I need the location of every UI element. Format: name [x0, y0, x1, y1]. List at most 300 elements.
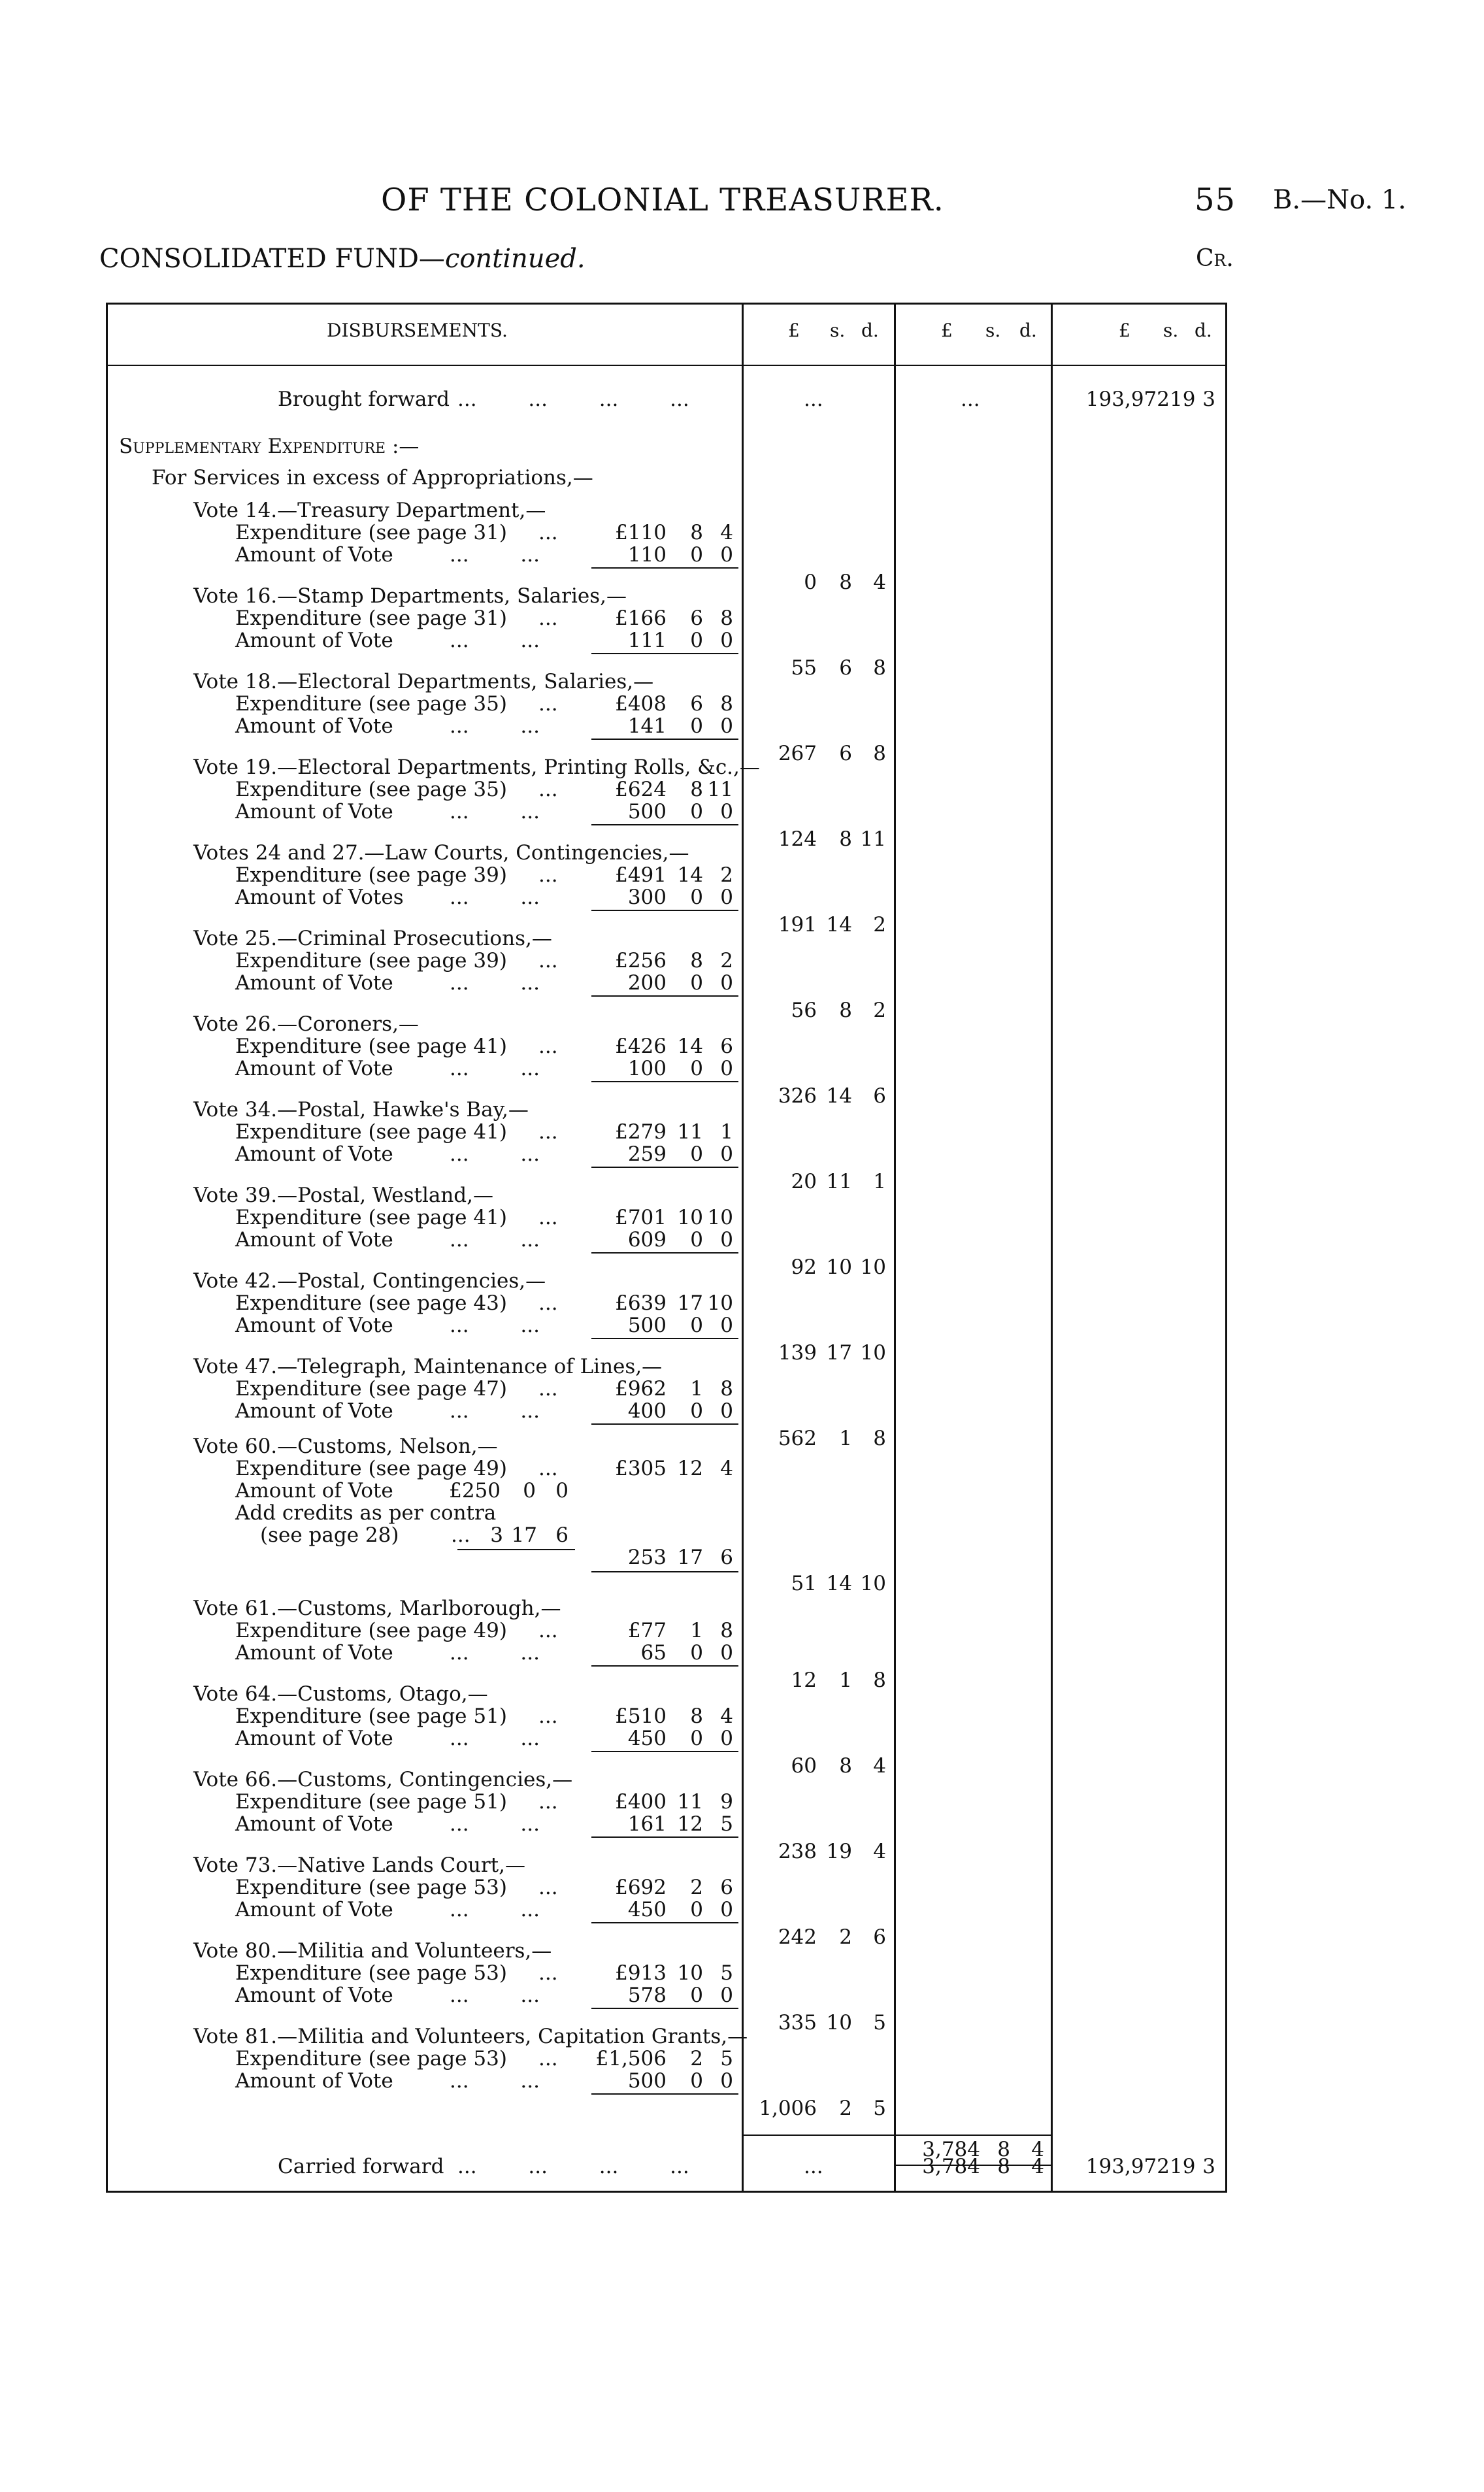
vote-title: Votes 24 and 27.—Law Courts, Contingencies,—: [193, 841, 689, 865]
col1-ellipsis: ...: [804, 2155, 823, 2178]
expenditure-pounds: £913: [615, 1961, 667, 1985]
excess-shillings: 8: [839, 571, 852, 594]
excess-shillings: 8: [839, 999, 852, 1022]
vote-amount-shillings: 0: [690, 1228, 703, 1252]
table-bottom-rule: [106, 2191, 1227, 2193]
expenditure-label: Expenditure (see page 49): [235, 1619, 507, 1642]
vote-amount-pence: 0: [720, 1228, 733, 1252]
vote-subtotal-rule: [591, 1836, 738, 1838]
col2-ellipsis: ...: [961, 388, 980, 411]
excess-pounds: 55: [791, 656, 817, 680]
carried-forward-col3-pence: 3: [1202, 2155, 1215, 2178]
vote-amount-pounds: 141: [627, 714, 667, 738]
leader-dots: ... ...: [450, 629, 540, 652]
vote-amount-label: Amount of Vote: [235, 543, 393, 567]
vote-subtotal-rule: [591, 995, 738, 997]
excess-shillings: 1: [839, 1669, 852, 1692]
excess-pounds: 562: [778, 1427, 817, 1450]
expenditure-label: Expenditure (see page 53): [235, 1876, 507, 1899]
vote-title: Vote 19.—Electoral Departments, Printing Rolls, &c.,—: [193, 756, 760, 779]
excess-pence: 2: [873, 913, 886, 937]
vote-title: Vote 34.—Postal, Hawke's Bay,—: [193, 1098, 529, 1121]
excess-shillings: 19: [826, 1840, 852, 1863]
vote-amount-pence: 0: [720, 971, 733, 995]
vote-title: Vote 61.—Customs, Marlborough,—: [193, 1597, 561, 1620]
expenditure-pence: 4: [720, 1457, 733, 1480]
vote-amount-pounds: 450: [627, 1898, 667, 1921]
vote-amount-pounds: 400: [627, 1399, 667, 1423]
vote-subtotal-rule: [591, 2093, 738, 2095]
vote-subtotal-rule: [591, 653, 738, 654]
vote-subtotal-rule: [591, 824, 738, 825]
vote-amount-pence: 0: [720, 1399, 733, 1423]
excess-shillings: 14: [826, 1572, 852, 1595]
expenditure-pence: 10: [707, 1206, 733, 1229]
expenditure-shillings: 8: [690, 778, 703, 801]
vote-amount-pence: 0: [720, 1142, 733, 1166]
excess-shillings: 8: [839, 1754, 852, 1778]
expenditure-shillings: 6: [690, 606, 703, 630]
expenditure-pounds: £701: [615, 1206, 667, 1229]
expenditure-shillings: 11: [677, 1790, 703, 1814]
vote-subtotal-rule: [591, 1665, 738, 1667]
credits-subtotal-rule: [457, 1549, 575, 1550]
vote-amount-label: Amount of Vote: [235, 1228, 393, 1252]
expenditure-label: Expenditure (see page 43): [235, 1291, 507, 1315]
expenditure-shillings: 8: [690, 949, 703, 972]
excess-pence: 10: [860, 1255, 886, 1279]
vote-amount-shillings: 0: [690, 2069, 703, 2093]
vote-total-shillings: 17: [677, 1546, 703, 1569]
expenditure-shillings: 10: [677, 1961, 703, 1985]
vote-amount-pounds: 111: [627, 629, 667, 652]
excess-pounds: 0: [804, 571, 817, 594]
table-right-rule: [1225, 303, 1227, 2193]
expenditure-pence: 2: [720, 949, 733, 972]
expenditure-pounds: £256: [615, 949, 667, 972]
vote-amount-pounds: 259: [627, 1142, 667, 1166]
vote-amount-pence: 0: [720, 1898, 733, 1921]
col1-left-rule: [742, 303, 744, 2193]
leader-dots: ... ...: [450, 1641, 540, 1665]
subtotal-pence: 4: [1031, 2138, 1044, 2161]
expenditure-shillings: 12: [677, 1457, 703, 1480]
excess-pence: 6: [873, 1925, 886, 1949]
expenditure-pounds: £510: [615, 1704, 667, 1728]
leader-dots: ...: [538, 1876, 558, 1899]
leader-dots: ... ...: [450, 1142, 540, 1166]
leader-dots: ...: [538, 521, 558, 544]
excess-pounds: 191: [778, 913, 817, 937]
expenditure-shillings: 11: [677, 1120, 703, 1144]
excess-shillings: 14: [826, 913, 852, 937]
col2-pound-header: £: [941, 320, 953, 341]
excess-pence: 10: [860, 1572, 886, 1595]
credits-page-ref: (see page 28): [260, 1523, 399, 1547]
vote-amount-pounds: 500: [627, 800, 667, 823]
vote-title: Vote 42.—Postal, Contingencies,—: [193, 1269, 546, 1293]
carried-forward-col3-pounds: 193,972: [1085, 2155, 1170, 2178]
vote-amount-pounds: 500: [627, 1314, 667, 1337]
credits-pounds: 3: [490, 1523, 503, 1547]
vote-amount-label: Amount of Votes: [235, 886, 404, 909]
vote-amount-pounds: £250: [449, 1479, 501, 1503]
table-left-rule: [106, 303, 108, 2193]
excess-pounds: 238: [778, 1840, 817, 1863]
excess-pence: 4: [873, 1840, 886, 1863]
vote-amount-shillings: 0: [690, 971, 703, 995]
vote-amount-shillings: 0: [690, 886, 703, 909]
excess-pounds: 60: [791, 1754, 817, 1778]
excess-pence: 4: [873, 1754, 886, 1778]
leader-dots: ...: [538, 606, 558, 630]
excess-pence: 8: [873, 742, 886, 765]
vote-title: Vote 66.—Customs, Contingencies,—: [193, 1768, 573, 1791]
excess-pounds: 51: [791, 1572, 817, 1595]
expenditure-pounds: £77: [627, 1619, 667, 1642]
leader-dots: ...: [538, 1961, 558, 1985]
expenditure-pence: 8: [720, 1619, 733, 1642]
leader-dots: ...: [538, 1704, 558, 1728]
leader-dots: ... ...: [450, 2069, 540, 2093]
vote-amount-pounds: 65: [640, 1641, 667, 1665]
vote-amount-label: Amount of Vote: [235, 714, 393, 738]
expenditure-shillings: 1: [690, 1619, 703, 1642]
vote-amount-shillings: 0: [523, 1479, 536, 1503]
vote-amount-pence: 0: [555, 1479, 569, 1503]
vote-amount-pounds: 300: [627, 886, 667, 909]
carried-forward-label: Carried forward: [278, 2155, 444, 2178]
vote-title: Vote 47.—Telegraph, Maintenance of Lines,—: [193, 1355, 663, 1378]
expenditure-pounds: £1,506: [595, 2047, 667, 2070]
leader-dots: ...: [538, 2047, 558, 2070]
col2-left-rule: [894, 303, 896, 2193]
leader-dots: ... ...: [450, 1399, 540, 1423]
expenditure-pounds: £639: [615, 1291, 667, 1315]
expenditure-shillings: 8: [690, 521, 703, 544]
supplementary-expenditure-heading: Supplementary Expenditure :—: [119, 435, 420, 458]
excess-pounds: 124: [778, 827, 817, 851]
credits-pence: 6: [555, 1523, 569, 1547]
leader-dots: ... ...: [450, 1314, 540, 1337]
vote-amount-shillings: 0: [690, 1142, 703, 1166]
leader-dots: ... ...: [450, 543, 540, 567]
expenditure-pounds: £624: [615, 778, 667, 801]
leader-dots: ...: [538, 1377, 558, 1401]
expenditure-shillings: 2: [690, 1876, 703, 1899]
disbursements-header: DISBURSEMENTS.: [327, 320, 508, 341]
excess-pounds: 326: [778, 1084, 817, 1108]
expenditure-label: Expenditure (see page 47): [235, 1377, 507, 1401]
page-number: 55: [1195, 182, 1236, 218]
expenditure-label: Expenditure (see page 53): [235, 2047, 507, 2070]
leader-dots: ... ...: [450, 971, 540, 995]
vote-amount-label: Amount of Vote: [235, 1057, 393, 1080]
vote-amount-shillings: 0: [690, 1984, 703, 2007]
expenditure-pence: 8: [720, 692, 733, 716]
excess-pounds: 56: [791, 999, 817, 1022]
vote-amount-label: Amount of Vote: [235, 971, 393, 995]
excess-shillings: 11: [826, 1170, 852, 1193]
services-heading: For Services in excess of Appropriations,—: [152, 466, 593, 490]
vote-amount-pounds: 110: [627, 543, 667, 567]
leader-dots: ...: [451, 1523, 470, 1547]
expenditure-pence: 5: [720, 2047, 733, 2070]
leader-dots: ... ...: [450, 1228, 540, 1252]
excess-pence: 11: [860, 827, 886, 851]
excess-pounds: 335: [778, 2011, 817, 2035]
expenditure-label: Expenditure (see page 51): [235, 1790, 507, 1814]
excess-shillings: 10: [826, 2011, 852, 2035]
vote-title: Vote 18.—Electoral Departments, Salaries,—: [193, 670, 654, 693]
expenditure-pence: 2: [720, 863, 733, 887]
expenditure-pence: 10: [707, 1291, 733, 1315]
vote-amount-label: Amount of Vote: [235, 629, 393, 652]
vote-amount-pence: 0: [720, 629, 733, 652]
excess-pence: 8: [873, 656, 886, 680]
vote-title: Vote 25.—Criminal Prosecutions,—: [193, 927, 552, 950]
vote-subtotal-rule: [591, 2008, 738, 2009]
vote-amount-pounds: 450: [627, 1727, 667, 1750]
excess-shillings: 6: [839, 742, 852, 765]
table-top-rule: [106, 303, 1227, 305]
excess-pounds: 139: [778, 1341, 817, 1365]
leader-dots: ... ...: [450, 1057, 540, 1080]
vote-amount-label: Amount of Vote: [235, 1898, 393, 1921]
vote-title: Vote 81.—Militia and Volunteers, Capitation Grants,—: [193, 2025, 748, 2048]
vote-amount-label: Amount of Vote: [235, 1142, 393, 1166]
expenditure-label: Expenditure (see page 35): [235, 692, 507, 716]
excess-pence: 8: [873, 1669, 886, 1692]
vote-amount-shillings: 0: [690, 543, 703, 567]
expenditure-label: Expenditure (see page 51): [235, 1704, 507, 1728]
expenditure-shillings: 8: [690, 1704, 703, 1728]
leader-dots: ... ... ... ...: [457, 2155, 689, 2178]
excess-pounds: 1,006: [759, 2097, 817, 2120]
vote-amount-pence: 0: [720, 543, 733, 567]
page-title: OF THE COLONIAL TREASURER.: [381, 182, 944, 218]
subtotal-rule: [744, 2135, 1051, 2136]
credits-label: Add credits as per contra: [235, 1501, 497, 1525]
carried-forward-col2-pounds: 3,784: [922, 2155, 980, 2178]
col1-pound-header: £: [788, 320, 800, 341]
expenditure-pounds: £426: [615, 1035, 667, 1058]
excess-pence: 4: [873, 571, 886, 594]
excess-shillings: 6: [839, 656, 852, 680]
expenditure-pounds: £110: [615, 521, 667, 544]
col1-shilling-header: s.: [830, 320, 846, 341]
vote-amount-pence: 0: [720, 800, 733, 823]
excess-shillings: 2: [839, 2097, 852, 2120]
excess-pounds: 267: [778, 742, 817, 765]
vote-title: Vote 60.—Customs, Nelson,—: [193, 1435, 498, 1458]
vote-title: Vote 80.—Militia and Volunteers,—: [193, 1939, 552, 1963]
col2-shilling-header: s.: [985, 320, 1001, 341]
vote-amount-label: Amount of Vote: [235, 1399, 393, 1423]
leader-dots: ... ...: [450, 1898, 540, 1921]
leader-dots: ... ...: [450, 886, 540, 909]
vote-amount-label: Amount of Vote: [235, 1641, 393, 1665]
vote-amount-shillings: 0: [690, 1057, 703, 1080]
vote-amount-pence: 0: [720, 1727, 733, 1750]
section-title: CONSOLIDATED FUND—continued.: [99, 244, 585, 274]
vote-subtotal-rule: [591, 739, 738, 740]
leader-dots: ...: [538, 1619, 558, 1642]
vote-subtotal-rule: [591, 1423, 738, 1425]
expenditure-label: Expenditure (see page 41): [235, 1035, 507, 1058]
vote-amount-pounds: 500: [627, 2069, 667, 2093]
vote-amount-pence: 0: [720, 1641, 733, 1665]
expenditure-pence: 5: [720, 1961, 733, 1985]
expenditure-pounds: £305: [615, 1457, 667, 1480]
expenditure-shillings: 17: [677, 1291, 703, 1315]
col2-pence-header: d.: [1019, 320, 1037, 341]
leader-dots: ...: [538, 1206, 558, 1229]
vote-amount-shillings: 0: [690, 1727, 703, 1750]
expenditure-shillings: 14: [677, 1035, 703, 1058]
leader-dots: ...: [538, 1120, 558, 1144]
vote-title: Vote 14.—Treasury Department,—: [193, 499, 546, 522]
leader-dots: ...: [538, 863, 558, 887]
excess-pounds: 12: [791, 1669, 817, 1692]
expenditure-shillings: 1: [690, 1377, 703, 1401]
excess-pence: 2: [873, 999, 886, 1022]
brought-forward-label: Brought forward: [278, 388, 450, 411]
vote-subtotal-rule: [591, 1751, 738, 1752]
vote-amount-shillings: 0: [690, 1641, 703, 1665]
expenditure-label: Expenditure (see page 53): [235, 1961, 507, 1985]
leader-dots: ... ...: [450, 800, 540, 823]
col3-pence-header: d.: [1195, 320, 1212, 341]
vote-amount-pounds: 578: [627, 1984, 667, 2007]
vote-total-pounds: 253: [627, 1546, 667, 1569]
expenditure-label: Expenditure (see page 31): [235, 521, 507, 544]
excess-pence: 1: [873, 1170, 886, 1193]
expenditure-pounds: £491: [615, 863, 667, 887]
leader-dots: ... ...: [450, 1984, 540, 2007]
leader-dots: ...: [538, 949, 558, 972]
excess-shillings: 14: [826, 1084, 852, 1108]
vote-amount-label: Amount of Vote: [235, 1984, 393, 2007]
expenditure-shillings: 6: [690, 692, 703, 716]
leader-dots: ...: [538, 1291, 558, 1315]
vote-amount-label: Amount of Vote: [235, 2069, 393, 2093]
vote-amount-pence: 0: [720, 1314, 733, 1337]
vote-amount-pence: 5: [720, 1812, 733, 1836]
leader-dots: ... ...: [450, 1812, 540, 1836]
vote-amount-pounds: 100: [627, 1057, 667, 1080]
col1-pence-header: d.: [861, 320, 879, 341]
expenditure-label: Expenditure (see page 41): [235, 1120, 507, 1144]
excess-shillings: 8: [839, 827, 852, 851]
expenditure-pence: 9: [720, 1790, 733, 1814]
vote-amount-label: Amount of Vote: [235, 1479, 393, 1503]
vote-subtotal-rule: [591, 567, 738, 569]
vote-amount-label: Amount of Vote: [235, 1314, 393, 1337]
excess-pence: 10: [860, 1341, 886, 1365]
col3-left-rule: [1051, 303, 1053, 2193]
vote-amount-shillings: 0: [690, 1314, 703, 1337]
subtotal-shillings: 8: [997, 2138, 1010, 2161]
vote-amount-shillings: 0: [690, 1898, 703, 1921]
vote-subtotal-rule: [591, 1922, 738, 1923]
vote-amount-shillings: 0: [690, 1399, 703, 1423]
excess-pence: 5: [873, 2097, 886, 2120]
subtotal-pounds: 3,784: [922, 2138, 980, 2161]
expenditure-pence: 6: [720, 1035, 733, 1058]
vote-amount-shillings: 0: [690, 800, 703, 823]
leader-dots: ...: [538, 692, 558, 716]
vote-subtotal-rule: [591, 1167, 738, 1168]
expenditure-label: Expenditure (see page 49): [235, 1457, 507, 1480]
vote-amount-pounds: 609: [627, 1228, 667, 1252]
vote-total-pence: 6: [720, 1546, 733, 1569]
expenditure-pounds: £279: [615, 1120, 667, 1144]
brought-forward-pounds: 193,972: [1085, 388, 1170, 411]
vote-amount-pence: 0: [720, 1984, 733, 2007]
carried-forward-col3-shillings: 19: [1170, 2155, 1196, 2178]
vote-amount-label: Amount of Vote: [235, 1812, 393, 1836]
brought-forward-pence: 3: [1202, 388, 1215, 411]
expenditure-pence: 8: [720, 1377, 733, 1401]
vote-amount-pounds: 161: [627, 1812, 667, 1836]
carried-forward-col2-shillings: 8: [997, 2155, 1010, 2178]
expenditure-pounds: £962: [615, 1377, 667, 1401]
expenditure-pence: 4: [720, 1704, 733, 1728]
leader-dots: ...: [538, 1035, 558, 1058]
vote-title: Vote 16.—Stamp Departments, Salaries,—: [193, 584, 627, 608]
leader-dots: ...: [538, 1790, 558, 1814]
excess-pounds: 20: [791, 1170, 817, 1193]
excess-pence: 5: [873, 2011, 886, 2035]
carried-forward-col2-pence: 4: [1031, 2155, 1044, 2178]
leader-dots: ... ...: [450, 1727, 540, 1750]
vote-title: Vote 64.—Customs, Otago,—: [193, 1682, 488, 1706]
expenditure-label: Expenditure (see page 41): [235, 1206, 507, 1229]
vote-title: Vote 73.—Native Lands Court,—: [193, 1853, 525, 1877]
expenditure-pounds: £400: [615, 1790, 667, 1814]
vote-subtotal-rule: [591, 910, 738, 911]
leader-dots: ...: [538, 1457, 558, 1480]
excess-pence: 8: [873, 1427, 886, 1450]
leader-dots: ...: [538, 778, 558, 801]
paper-reference: B.—No. 1.: [1273, 185, 1407, 215]
vote-title: Vote 39.—Postal, Westland,—: [193, 1184, 494, 1207]
excess-shillings: 10: [826, 1255, 852, 1279]
header-rule: [106, 365, 1227, 366]
credits-shillings: 17: [511, 1523, 537, 1547]
vote-amount-pence: 0: [720, 714, 733, 738]
expenditure-label: Expenditure (see page 39): [235, 949, 507, 972]
expenditure-shillings: 14: [677, 863, 703, 887]
col3-shilling-header: s.: [1163, 320, 1179, 341]
vote-subtotal-rule: [591, 1338, 738, 1339]
vote-amount-shillings: 0: [690, 629, 703, 652]
col3-pound-header: £: [1119, 320, 1130, 341]
excess-pence: 6: [873, 1084, 886, 1108]
excess-pounds: 92: [791, 1255, 817, 1279]
expenditure-label: Expenditure (see page 35): [235, 778, 507, 801]
vote-amount-shillings: 0: [690, 714, 703, 738]
vote-subtotal-rule: [591, 1252, 738, 1254]
credit-side-label: Cr.: [1196, 245, 1234, 272]
expenditure-shillings: 10: [677, 1206, 703, 1229]
expenditure-pence: 8: [720, 606, 733, 630]
vote-amount-shillings: 12: [677, 1812, 703, 1836]
excess-pounds: 242: [778, 1925, 817, 1949]
expenditure-pence: 11: [707, 778, 733, 801]
vote-subtotal-rule: [591, 1571, 738, 1572]
